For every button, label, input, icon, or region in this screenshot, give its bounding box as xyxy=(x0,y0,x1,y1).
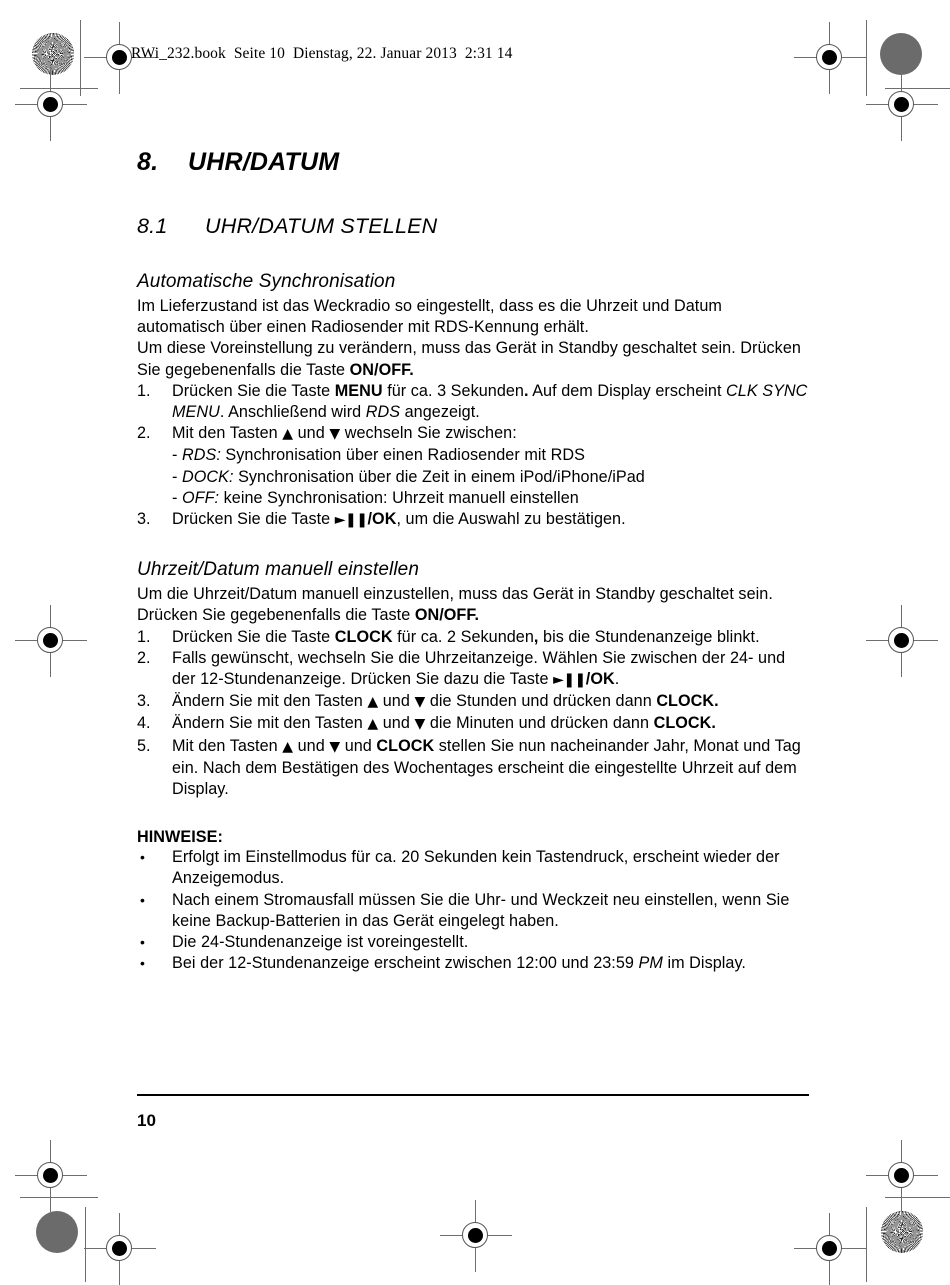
registration-mark-middle-right xyxy=(866,605,938,677)
button-label-clock: CLOCK xyxy=(334,627,393,646)
option-dash: - xyxy=(172,488,182,507)
list-item xyxy=(137,691,809,713)
step-text-e: Auf dem Display erscheint xyxy=(528,381,727,400)
option-dock xyxy=(137,467,809,488)
step-text-c: die Minuten und drücken dann xyxy=(425,714,654,733)
crosshair-dot xyxy=(822,50,837,65)
option-label-rds: RDS: xyxy=(182,446,221,465)
step-text xyxy=(172,627,809,648)
step-text xyxy=(172,381,809,423)
crosshair-dot xyxy=(894,1168,909,1183)
registration-mark-upper-left xyxy=(15,69,87,141)
option-dash: - xyxy=(172,467,182,486)
step-text-a: Drücken Sie die Taste xyxy=(172,510,335,529)
step-marker: 1. xyxy=(137,381,151,400)
list-item xyxy=(137,648,809,691)
button-label-clock: CLOCK. xyxy=(656,692,719,711)
auto-sync-paragraph-2 xyxy=(137,338,809,380)
step-marker: 1. xyxy=(137,627,151,646)
option-label-off: OFF: xyxy=(182,488,220,507)
registration-mark-middle-left xyxy=(15,605,87,677)
section-title: UHR/DATUM STELLEN xyxy=(205,214,438,238)
registration-mark-lower-right xyxy=(866,1140,938,1212)
footer-divider xyxy=(137,1094,809,1096)
play-pause-icon: ►❚❚ xyxy=(334,512,368,529)
chapter-heading xyxy=(137,148,809,177)
section-heading xyxy=(137,214,809,239)
button-label-ok: /OK xyxy=(585,670,615,689)
registration-mark-bottom-left xyxy=(84,1213,156,1285)
notes-heading: HINWEISE: xyxy=(137,828,223,847)
bullet-icon: • xyxy=(140,891,145,908)
list-item xyxy=(137,423,809,445)
button-label-clock: CLOCK xyxy=(376,736,435,755)
chapter-title: UHR/DATUM xyxy=(188,148,340,176)
auto-sync-paragraph-1: Im Lieferzustand ist das Weckradio so eingestellt, dass es die Uhrzeit und Datum automatisch über einen Radiosender mit RDS-Kennung erhält. xyxy=(137,297,722,337)
arrow-up-icon: ▲ xyxy=(367,694,379,711)
crosshair-dot xyxy=(894,97,909,112)
display-text-pm: PM xyxy=(638,954,663,973)
crosshair-dot xyxy=(894,633,909,648)
step-text-a: Drücken Sie die Taste xyxy=(172,381,335,400)
auto-sync-step-list-continued xyxy=(137,509,809,531)
notes-list xyxy=(137,847,809,974)
step-text-e: bis die Stundenanzeige blinkt. xyxy=(538,627,760,646)
arrow-down-icon: ▼ xyxy=(329,426,341,443)
button-label-on-off: ON/OFF. xyxy=(414,606,480,625)
crosshair-dot xyxy=(822,1241,837,1256)
arrow-down-icon: ▼ xyxy=(329,738,341,755)
manual-set-step-list xyxy=(137,627,809,801)
step-text-i: angezeigt. xyxy=(400,403,480,422)
subsection-heading-auto-sync: Automatische Synchronisation xyxy=(137,271,396,292)
arrow-up-icon: ▲ xyxy=(282,738,294,755)
button-label-ok: /OK xyxy=(367,510,397,529)
registration-mark-bottom-center xyxy=(440,1200,512,1272)
arrow-down-icon: ▼ xyxy=(414,716,426,733)
step-marker: 5. xyxy=(137,736,151,755)
list-item xyxy=(137,890,809,932)
bullet-icon: • xyxy=(140,849,145,866)
step-marker: 2. xyxy=(137,424,151,443)
step-text xyxy=(172,691,809,713)
option-text: Synchronisation über die Zeit in einem iPod/iPhone/iPad xyxy=(233,467,645,486)
crosshair-dot xyxy=(43,97,58,112)
note-text: Die 24-Stundenanzeige ist voreingestellt. xyxy=(172,933,469,952)
page-content xyxy=(137,148,809,974)
step-text-b: und xyxy=(378,714,415,733)
option-off xyxy=(137,488,809,509)
list-item xyxy=(137,736,809,801)
auto-sync-paragraph-2-text: Um diese Voreinstellung zu verändern, muss das Gerät in Standby geschaltet sein. Drücken Sie gegebenenfalls die Taste xyxy=(137,339,801,379)
crosshair-dot xyxy=(112,50,127,65)
list-item xyxy=(137,509,809,531)
step-text-a: Falls gewünscht, wechseln Sie die Uhrzeitanzeige. Wählen Sie zwischen der 24- und der 12-Stundenanzeige. Drücken Sie dazu die Taste xyxy=(172,648,786,689)
bullet-icon: • xyxy=(140,955,145,972)
section-number: 8.1 xyxy=(137,214,168,238)
list-item xyxy=(137,713,809,735)
step-text-d: . xyxy=(523,381,529,400)
arrow-up-icon: ▲ xyxy=(282,426,294,443)
manual-set-paragraph xyxy=(137,584,809,626)
option-dash: - xyxy=(172,446,182,465)
list-item xyxy=(137,627,809,648)
trim-line-bottom-right-vertical xyxy=(866,1207,867,1282)
arrow-down-icon: ▼ xyxy=(414,694,426,711)
crosshair-dot xyxy=(43,1168,58,1183)
arrow-up-icon: ▲ xyxy=(367,716,379,733)
step-text-c: . xyxy=(614,670,620,689)
trim-line-bottom-left-horizontal xyxy=(20,1197,98,1198)
note-text: Nach einem Stromausfall müssen Sie die Uhr- und Weckzeit neu einstellen, wenn Sie keine Backup-Batterien in das Gerät eingelegt haben. xyxy=(172,890,790,930)
step-text-c: für ca. 2 Sekunden xyxy=(392,627,534,646)
option-label-dock: DOCK: xyxy=(182,467,234,486)
button-label-on-off: ON/OFF. xyxy=(349,360,414,379)
step-text-c: , um die Auswahl zu bestätigen. xyxy=(396,510,626,529)
chapter-number: 8. xyxy=(137,148,159,176)
subsection-heading-manual-set: Uhrzeit/Datum manuell einstellen xyxy=(137,559,419,581)
auto-sync-step-list xyxy=(137,381,809,446)
step-text-e: stellen Sie nun nacheinander Jahr, Monat und Tag ein. Nach dem Bestätigen des Wochentages erscheint die eingestellte Uhrzeit auf dem Display. xyxy=(172,736,801,799)
step-marker: 4. xyxy=(137,714,151,733)
crosshair-dot xyxy=(43,633,58,648)
note-text-a: Bei der 12-Stundenanzeige erscheint zwischen 12:00 und 23:59 xyxy=(172,954,639,973)
crosshair-dot xyxy=(468,1228,483,1243)
note-text xyxy=(172,953,809,974)
step-text-a: Mit den Tasten xyxy=(172,424,283,443)
step-marker: 3. xyxy=(137,692,151,711)
play-pause-icon: ►❚❚ xyxy=(553,672,586,689)
step-text-c: wechseln Sie zwischen: xyxy=(340,424,517,443)
step-text xyxy=(172,713,809,735)
step-text xyxy=(172,423,809,445)
option-rds xyxy=(137,445,809,466)
step-marker: 3. xyxy=(137,510,151,529)
step-text-a: Mit den Tasten xyxy=(172,736,283,755)
step-text-a: Ändern Sie mit den Tasten xyxy=(172,692,368,711)
step-text-b: und xyxy=(293,736,330,755)
registration-mark-bottom-right xyxy=(794,1213,866,1285)
trim-line-bottom-right-horizontal xyxy=(885,1197,950,1198)
display-text-rds: RDS xyxy=(365,403,401,422)
step-text-c: für ca. 3 Sekunden xyxy=(382,381,524,400)
list-item xyxy=(137,953,809,974)
step-text xyxy=(172,736,809,801)
note-text-c: im Display. xyxy=(662,954,746,973)
option-text: Synchronisation über einen Radiosender mit RDS xyxy=(220,446,585,465)
rosette-mark-bottom-right xyxy=(881,1211,923,1253)
step-text-b: und xyxy=(293,424,330,443)
button-label-clock: CLOCK. xyxy=(653,714,716,733)
list-item xyxy=(137,381,809,423)
manual-set-paragraph-text: Um die Uhrzeit/Datum manuell einzustellen, muss das Gerät in Standby geschaltet sein. Drücken Sie gegebenenfalls die Taste xyxy=(137,585,773,625)
registration-mark-lower-left xyxy=(15,1140,87,1212)
step-text-g: . Anschließend wird xyxy=(219,403,366,422)
registration-mark-top-right xyxy=(794,22,866,94)
step-text-c: und xyxy=(340,736,377,755)
step-text-a: Ändern Sie mit den Tasten xyxy=(172,714,368,733)
crosshair-dot xyxy=(112,1241,127,1256)
registration-mark-upper-right xyxy=(866,69,938,141)
gray-density-patch-bottom-left xyxy=(36,1211,78,1253)
step-text-a: Drücken Sie die Taste xyxy=(172,627,335,646)
page-header-slug: RWi_232.book Seite 10 Dienstag, 22. Januar 2013 2:31 14 xyxy=(131,45,513,62)
list-item xyxy=(137,847,809,889)
step-text-b: und xyxy=(378,692,415,711)
option-text: keine Synchronisation: Uhrzeit manuell einstellen xyxy=(219,488,579,507)
display-text-clk-sync-menu: CLK SYNC MENU xyxy=(172,381,808,422)
step-marker: 2. xyxy=(137,648,151,667)
list-item xyxy=(137,932,809,953)
step-text xyxy=(172,509,809,531)
step-text-c: die Stunden und drücken dann xyxy=(425,692,657,711)
page-number: 10 xyxy=(137,1111,156,1130)
step-text-d: , xyxy=(533,627,539,646)
note-text: Erfolgt im Einstellmodus für ca. 20 Sekunden kein Tastendruck, erscheint wieder der Anzeigemodus. xyxy=(172,848,780,888)
step-text xyxy=(172,648,809,691)
bullet-icon: • xyxy=(140,934,145,951)
button-label-menu: MENU xyxy=(334,381,383,400)
